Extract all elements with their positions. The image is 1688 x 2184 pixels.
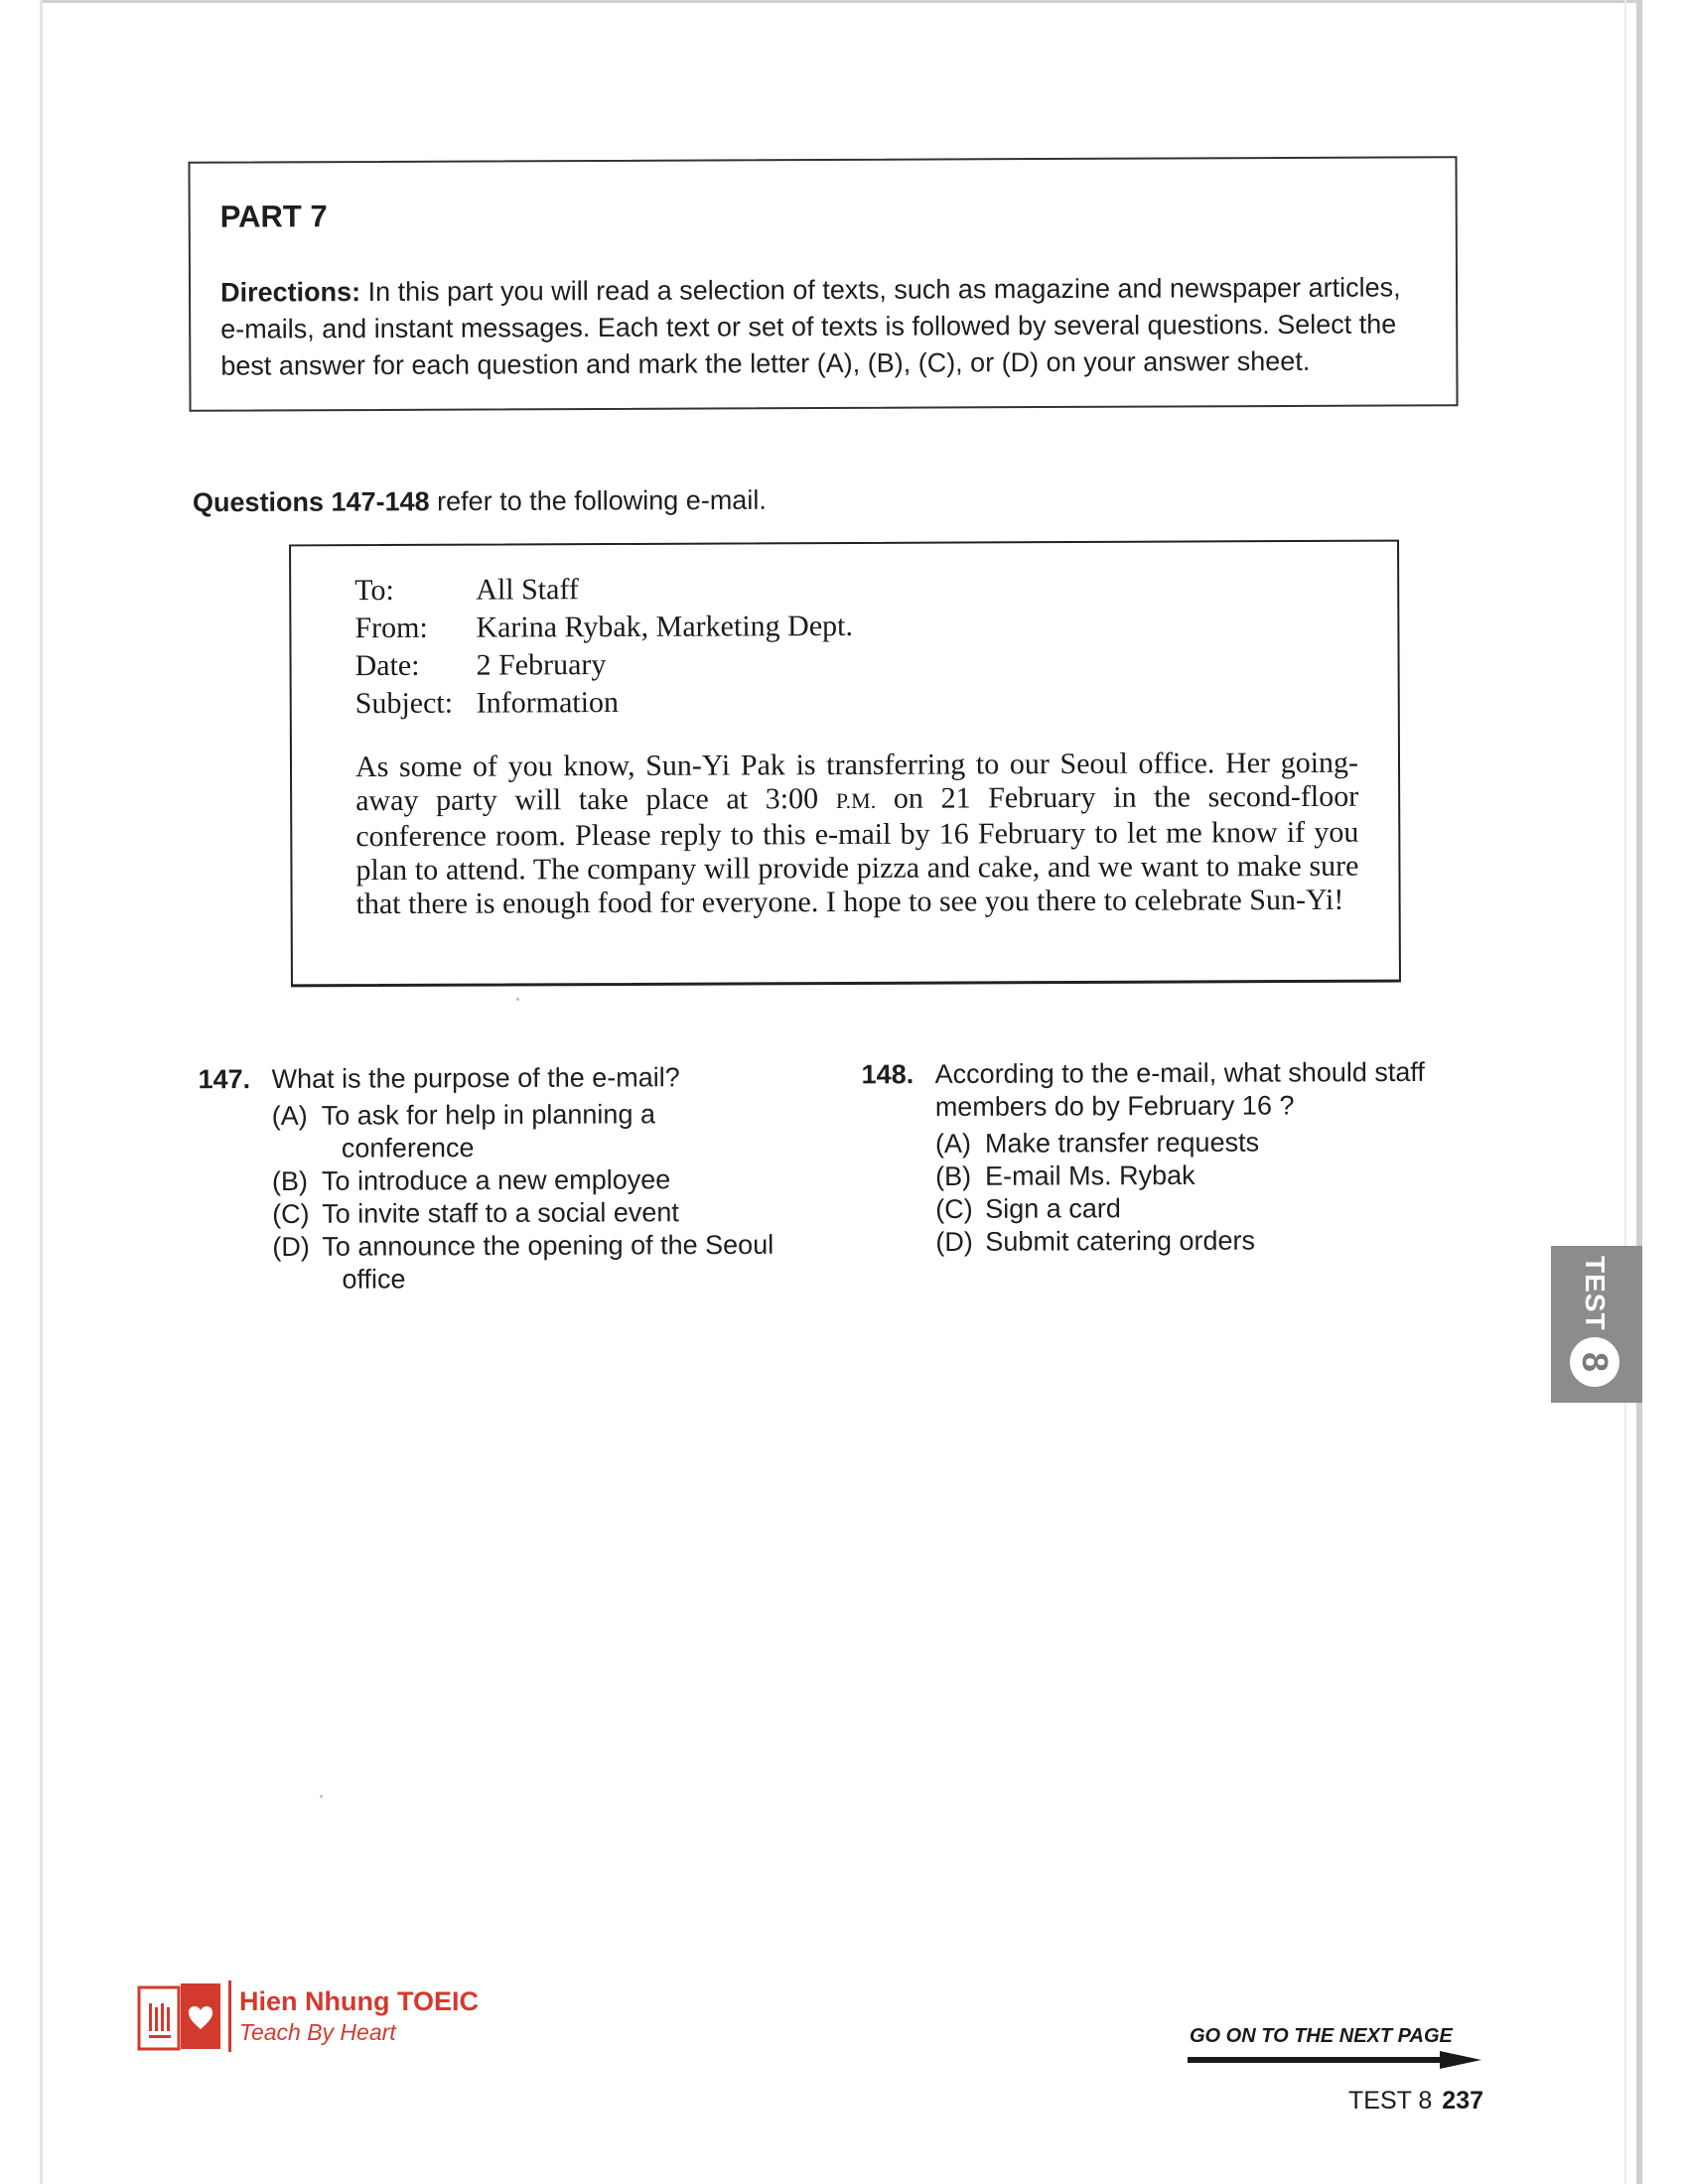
option-text: Sign a card (985, 1193, 1121, 1224)
go-next-label: GO ON TO THE NEXT PAGE (1190, 2025, 1453, 2047)
footer-test-label: TEST 8 (1348, 2087, 1433, 2115)
email-header-value: Information (476, 685, 620, 720)
email-header-from (354, 606, 1357, 647)
email-time-suffix: P.M. (835, 787, 877, 814)
page-edge-top (40, 0, 1638, 3)
option-text-continuation: office (342, 1264, 406, 1295)
option-text-continuation: conference (341, 1133, 475, 1163)
email-header-to (354, 568, 1357, 610)
directions-body: In this part you will read a selection of texts, such as magazine and newspaper articles, e-mails, and instant messages. Each text or set of texts is followed by several questions. Select the best answer for each question and mark the letter (A), (B), (C), or (D) on your answer sheet. (220, 272, 1401, 381)
option-c[interactable] (935, 1191, 1477, 1226)
email-box (289, 540, 1401, 988)
email-body (355, 747, 1359, 921)
page-edge-left (40, 0, 43, 2184)
email-header-label: Subject: (354, 686, 454, 721)
directions-label: Directions: (219, 277, 361, 308)
logo-tagline: Teach By Heart (239, 2019, 396, 2045)
email-header-label: To: (354, 573, 394, 608)
side-tab-word: TEST (1580, 1256, 1611, 1331)
option-letter: (D) (935, 1226, 973, 1258)
option-c[interactable] (272, 1196, 794, 1231)
email-body-part1: As some of you know, Sun-Yi Pak is transferring to our Seoul office. Her going-away party will take place at 3:00 (354, 746, 1359, 818)
option-d[interactable] (935, 1224, 1477, 1259)
directions-text (220, 269, 1426, 384)
question-number: 147. (198, 1064, 251, 1095)
question-147 (198, 1061, 794, 1297)
directions-box (188, 156, 1458, 412)
option-letter: (A) (934, 1128, 972, 1160)
answer-options (935, 1126, 1478, 1259)
option-text: To announce the opening of the Seoul (322, 1229, 774, 1262)
right-arrow-icon (1188, 2051, 1481, 2069)
option-text: E-mail Ms. Rybak (985, 1160, 1196, 1191)
email-header-subject (355, 681, 1358, 723)
questions-intro (193, 485, 767, 519)
part-title: PART 7 (219, 199, 328, 234)
option-b[interactable] (272, 1163, 794, 1198)
option-letter: (D) (272, 1231, 310, 1262)
question-text: According to the e-mail, what should staff members do by February 16 ? (934, 1056, 1425, 1123)
question-number: 148. (861, 1059, 914, 1090)
email-header-value: 2 February (476, 648, 607, 682)
book-heart-icon (135, 1979, 224, 2053)
option-a[interactable] (935, 1126, 1477, 1160)
option-text: Make transfer requests (984, 1127, 1260, 1159)
option-letter: (B) (935, 1160, 972, 1192)
page-edge-right-inner (1624, 0, 1626, 2184)
option-a[interactable] (272, 1098, 794, 1165)
test-side-tab (1551, 1246, 1642, 1403)
email-header-date (354, 643, 1357, 685)
option-text: Submit catering orders (985, 1225, 1256, 1257)
email-header-label: From: (354, 611, 428, 645)
logo-name: Hien Nhung TOEIC (239, 1986, 479, 2016)
page-number: 237 (1442, 2087, 1484, 2115)
option-b[interactable] (935, 1159, 1477, 1193)
page-footer (1348, 2087, 1483, 2116)
option-letter: (C) (272, 1198, 310, 1229)
logo-divider (228, 1980, 231, 2052)
question-148 (862, 1056, 1478, 1260)
questions-intro-text: refer to the following e-mail. (437, 484, 767, 517)
option-text: To invite staff to a social event (322, 1197, 679, 1229)
option-text: To introduce a new employee (321, 1164, 671, 1196)
option-letter: (C) (935, 1193, 973, 1225)
email-body-part2: on 21 February in the second-floor conference room. Please reply to this e-mail by 16 February to let me know if you plan to attend. The company will provide pizza and cake, and we want to make sure that there is enough food for everyone. I hope to see you there to celebrate Sun-Yi! (355, 779, 1359, 921)
option-letter: (B) (271, 1165, 309, 1196)
option-d[interactable] (272, 1229, 794, 1297)
go-next-page (1188, 2025, 1481, 2069)
question-text: What is the purpose of the e-mail? (271, 1062, 680, 1094)
email-header-label: Date: (354, 648, 420, 683)
email-header-value: Karina Rybak, Marketing Dept. (476, 609, 853, 644)
side-tab-number: 8 (1570, 1337, 1619, 1387)
answer-options (272, 1098, 795, 1297)
brand-logo (135, 1979, 479, 2053)
option-letter: (A) (271, 1100, 308, 1131)
scan-speck (320, 1795, 323, 1798)
scan-speck (516, 998, 519, 1001)
page-edge-right (1636, 0, 1642, 2184)
questions-range: Questions 147-148 (192, 486, 430, 518)
email-header-value: All Staff (476, 573, 579, 607)
option-text: To ask for help in planning a (321, 1099, 656, 1131)
